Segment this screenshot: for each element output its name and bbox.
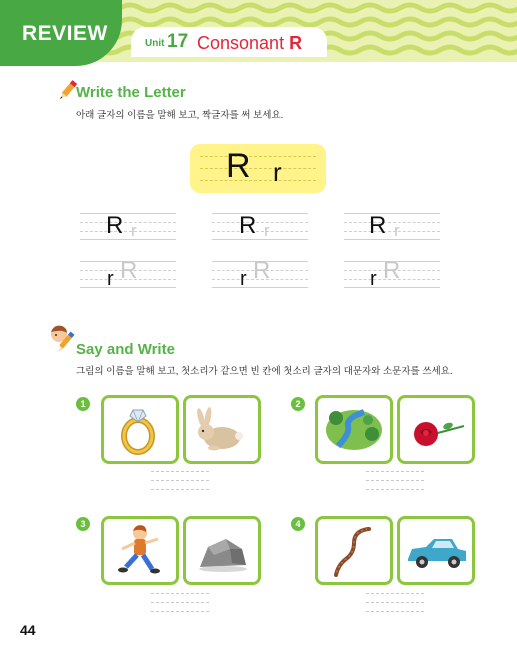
item-number-badge: 3 bbox=[76, 517, 90, 531]
unit-title-letter: R bbox=[289, 33, 303, 53]
river-icon bbox=[318, 398, 390, 461]
practice-trace-letter: r bbox=[131, 221, 137, 240]
answer-line[interactable] bbox=[366, 489, 424, 490]
rose-icon bbox=[400, 398, 472, 461]
practice-uppercase-letter: R bbox=[369, 212, 387, 239]
answer-line[interactable] bbox=[151, 602, 209, 603]
answer-line[interactable] bbox=[151, 471, 209, 472]
say-section-title: Say and Write bbox=[76, 341, 175, 358]
picture-card bbox=[315, 516, 393, 585]
practice-trace-letter: r bbox=[394, 221, 400, 240]
item-number-badge: 4 bbox=[291, 517, 305, 531]
item-number-badge: 2 bbox=[291, 397, 305, 411]
practice-writing-area[interactable] bbox=[212, 213, 308, 239]
unit-title-prefix: Consonant bbox=[197, 33, 285, 53]
answer-line[interactable] bbox=[366, 593, 424, 594]
practice-trace-letter: R bbox=[383, 257, 401, 284]
picture-card bbox=[397, 516, 475, 585]
practice-trace-letter: R bbox=[120, 257, 138, 284]
practice-uppercase-letter: R bbox=[239, 212, 257, 239]
guide-line bbox=[200, 168, 316, 169]
picture-card bbox=[315, 395, 393, 464]
picture-card bbox=[397, 395, 475, 464]
answer-line[interactable] bbox=[151, 489, 209, 490]
write-section-title: Write the Letter bbox=[76, 84, 186, 101]
unit-number: 17 bbox=[167, 31, 189, 52]
unit-title bbox=[197, 33, 302, 54]
model-lowercase-letter: r bbox=[273, 157, 282, 187]
answer-line[interactable] bbox=[366, 602, 424, 603]
practice-trace-letter: r bbox=[264, 221, 270, 240]
picture-card bbox=[183, 516, 261, 585]
practice-lowercase-letter: r bbox=[240, 268, 247, 290]
answer-line[interactable] bbox=[151, 611, 209, 612]
ring-icon bbox=[104, 398, 176, 461]
answer-line[interactable] bbox=[151, 480, 209, 481]
rock-icon bbox=[186, 519, 258, 582]
practice-writing-area[interactable] bbox=[344, 213, 440, 239]
model-letter-box bbox=[190, 144, 326, 193]
answer-line[interactable] bbox=[366, 480, 424, 481]
item-number-badge: 1 bbox=[76, 397, 90, 411]
car-icon bbox=[400, 519, 472, 582]
picture-card bbox=[101, 395, 179, 464]
guide-line bbox=[200, 180, 316, 181]
guide-line bbox=[200, 156, 316, 157]
rabbit-icon bbox=[186, 398, 258, 461]
page-number: 44 bbox=[20, 622, 36, 638]
unit-word: Unit bbox=[145, 38, 165, 49]
say-section-instruction: 그림의 이름을 말해 보고, 첫소리가 같으면 빈 칸에 첫소리 글자의 대문자와 소문자를 쓰세요. bbox=[76, 366, 453, 377]
practice-trace-letter: R bbox=[253, 257, 271, 284]
practice-lowercase-letter: r bbox=[370, 268, 377, 290]
boy-with-pencil-icon bbox=[48, 323, 78, 360]
answer-line[interactable] bbox=[366, 471, 424, 472]
answer-line[interactable] bbox=[151, 593, 209, 594]
picture-card bbox=[101, 516, 179, 585]
practice-uppercase-letter: R bbox=[106, 212, 124, 239]
practice-lowercase-letter: r bbox=[107, 268, 114, 290]
practice-writing-area[interactable] bbox=[80, 213, 176, 239]
answer-line[interactable] bbox=[366, 611, 424, 612]
picture-card bbox=[183, 395, 261, 464]
review-label: REVIEW bbox=[22, 22, 108, 45]
rope-icon bbox=[318, 519, 390, 582]
running-boy-icon bbox=[104, 519, 176, 582]
model-uppercase-letter: R bbox=[226, 147, 251, 185]
write-section-instruction: 아래 글자의 이름을 말해 보고, 짝글자를 써 보세요. bbox=[76, 110, 284, 121]
